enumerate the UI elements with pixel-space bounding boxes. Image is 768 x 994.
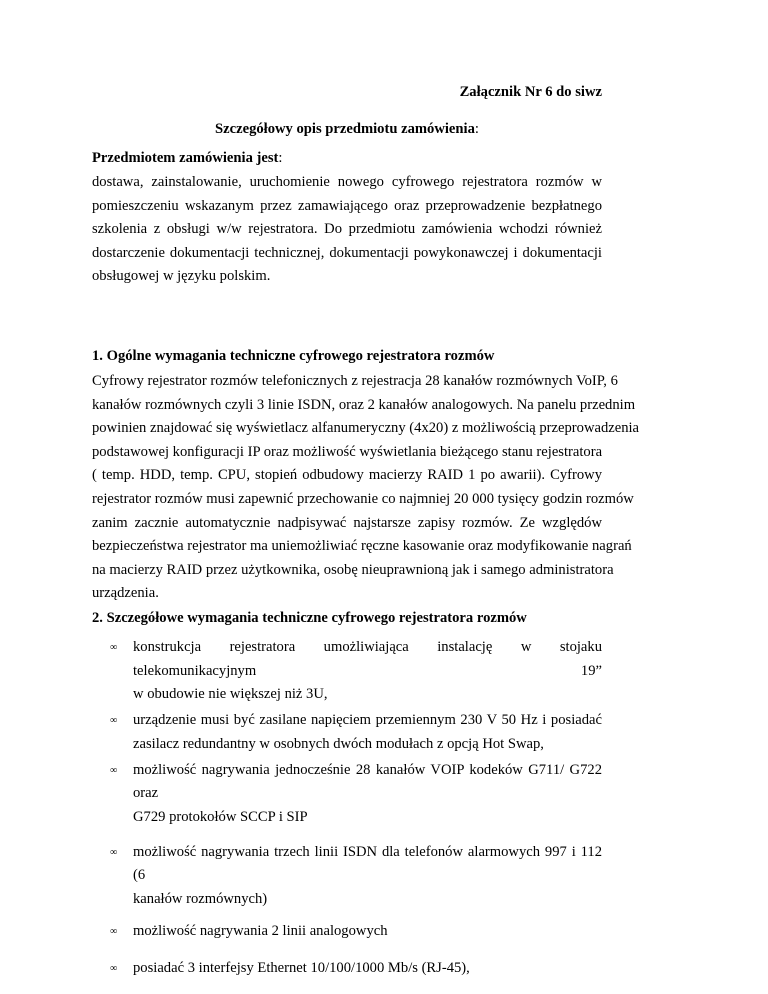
list-item — [92, 709, 602, 756]
section-2-heading: 2. Szczegółowe wymagania techniczne cyfrowego rejestratora rozmów — [92, 610, 527, 626]
text-line: dostarczenie dokumentacji technicznej, dokumentacji powykonawczej i dokumentacji — [92, 244, 602, 261]
intro-heading — [92, 147, 602, 171]
list-item-line: możliwość nagrywania trzech linii ISDN dla telefonów alarmowych 997 i 112 (6 — [133, 843, 602, 884]
text-line: podstawowej konfiguracji IP oraz możliwość wyświetlania bieżącego stanu rejestratora — [92, 443, 603, 460]
text-line: zanim zacznie automatycznie nadpisywać najstarsze zapisy rozmów. Ze względów — [92, 514, 602, 531]
list-item-line: możliwość nagrywania jednocześnie 28 kanałów VOIP kodeków G711/ G722 oraz — [133, 761, 602, 802]
text-line: Cyfrowy rejestrator rozmów telefonicznych z rejestracja 28 kanałów rozmównych VoIP, 6 — [92, 373, 618, 389]
list-item — [92, 841, 602, 912]
list-item-line: kanałów rozmównych) — [133, 890, 268, 907]
list-item — [92, 636, 602, 707]
list-item-line: możliwość nagrywania 2 linii analogowych — [133, 922, 388, 939]
section-1-heading: 1. Ogólne wymagania techniczne cyfrowego rejestratora rozmów — [92, 348, 495, 364]
list-item-line: konstrukcja rejestratora umożliwiająca instalację w stojaku telekomunikacyjnym 19” — [133, 639, 602, 679]
list-item-line: G729 protokołów SCCP i SIP — [133, 808, 308, 825]
bullet-icon: ∞ — [110, 846, 118, 858]
text-line: pomieszczeniu wskazanym przez zamawiającego oraz przeprowadzenie bezpłatnego — [92, 197, 602, 214]
list-item — [92, 759, 602, 830]
bullet-icon: ∞ — [110, 963, 118, 975]
text-line: na macierzy RAID przez użytkownika, osobę nieuprawnioną jak i samego administratora — [92, 561, 614, 578]
intro-heading-text: Przedmiotem zamówienia jest — [92, 150, 279, 166]
list-item-line: posiadać 3 interfejsy Ethernet 10/100/1000 Mb/s (RJ-45), — [133, 960, 470, 977]
bullet-icon: ∞ — [110, 715, 118, 727]
text-line: rejestrator rozmów musi zapewnić przechowanie co najmniej 20 000 tysięcy godzin rozmów — [92, 490, 634, 507]
intro-paragraph — [92, 171, 602, 289]
subtitle-colon: : — [474, 121, 479, 137]
text-line: kanałów rozmównych czyli 3 linie ISDN, oraz 2 kanałów analogowych. Na panelu przednim — [92, 396, 636, 413]
intro-heading-colon: : — [278, 150, 283, 166]
list-item — [92, 920, 602, 944]
subtitle-text: Szczegółowy opis przedmiotu zamówienia — [215, 121, 475, 137]
list-item-line: urządzenie musi być zasilane napięciem przemiennym 230 V 50 Hz i posiadać — [133, 712, 602, 729]
list-item-line: w obudowie nie większej niż 3U, — [133, 686, 328, 703]
bullet-icon: ∞ — [110, 925, 118, 937]
bullet-icon: ∞ — [110, 642, 118, 653]
annex-title: Załącznik Nr 6 do siwz — [459, 84, 602, 100]
text-line: ( temp. HDD, temp. CPU, stopień odbudowy macierzy RAID 1 po awarii). Cyfrowy — [92, 467, 602, 484]
list-item-line: zasilacz redundantny w osobnych dwóch modułach z opcją Hot Swap, — [133, 735, 544, 752]
list-item — [92, 957, 602, 981]
text-line: szkolenia z obsługi w/w rejestratora. Do przedmiotu zamówienia wchodzi również — [92, 221, 602, 238]
text-line: bezpieczeństwa rejestrator ma uniemożliwiać ręczne kasowanie oraz modyfikowanie nagrań — [92, 538, 632, 555]
document-subtitle — [92, 118, 602, 142]
requirements-list — [92, 636, 602, 981]
text-line: urządzenia. — [92, 585, 159, 602]
text-line: dostawa, zainstalowanie, uruchomienie nowego cyfrowego rejestratora rozmów w — [92, 174, 602, 190]
bullet-icon: ∞ — [110, 764, 118, 776]
section-1-paragraph — [92, 370, 640, 606]
text-line: obsługowej w języku polskim. — [92, 268, 271, 285]
text-line: powinien znajdować się wyświetlacz alfanumeryczny (4x20) z możliwością przeprowadzenia — [92, 420, 640, 437]
